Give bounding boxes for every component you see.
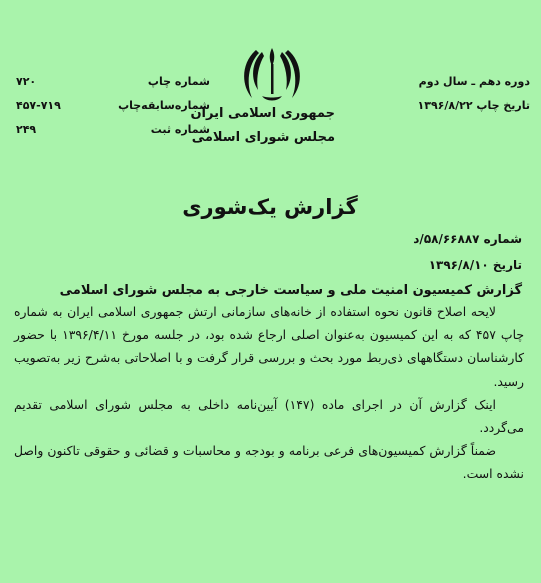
session-info [380,70,530,118]
print-date-line: تاریخ چاپ ۱۳۹۶/۸/۲۲ [417,99,530,112]
print-number-value: ۷۲۰ [16,75,37,88]
report-body [14,300,524,486]
body-paragraph-2: اینک گزارش آن در اجرای ماده (۱۴۷) آیین‌نامه داخلی به مجلس شورای اسلامی تقدیم می‌گردد. [14,396,524,436]
iran-emblem-icon [226,40,322,170]
previous-print-number-label: شماره‌سابقه‌چاپ [118,99,210,112]
previous-print-number-value: ۴۵۷-۷۱۹ [16,99,61,112]
registration-number-label: شماره ثبت [150,123,210,136]
print-number-label: شماره چاپ [147,75,210,88]
print-number-values [16,70,86,142]
emblem-text-majlis: مجلس شورای اسلامی [191,130,335,145]
report-subtitle: گزارش کمیسیون امنیت ملی و سیاست خارجی به مجلس شورای اسلامی [59,283,522,298]
body-paragraph-3: ضمناً گزارش کمیسیون‌های فرعی برنامه و بودجه و محاسبات و قضائی و حقوقی تاکنون واصل نشده است. [14,443,524,482]
body-paragraph-1: لایحه اصلاح قانون نحوه استفاده از خانه‌های سازمانی ارتش جمهوری اسلامی ایران به شماره چاپ ۴۵۷ که به این کمیسیون به‌عنوان اصلی ارجاع شده بود، در جلسه مورخ ۱۳۹۶/۴/۱۱ با حضور کارشناسان دستگاههای ذی‌ربط مورد بحث و بررسی قرار گرفت و با اصلاحاتی به‌شرح زیر به‌تصویب رسید. [14,304,524,389]
document-number: شماره ۵۸/۶۶۸۸۷/د [413,232,522,246]
document-date: تاریخ ۱۳۹۶/۸/۱۰ [428,258,522,272]
emblem-text-iran: جمهوری اسلامی ایران [190,106,335,121]
document-title: گزارش یک‌شوری [182,195,358,219]
registration-number-value: ۲۴۹ [16,123,37,136]
session-line: دوره دهم ـ سال دوم [418,75,530,88]
